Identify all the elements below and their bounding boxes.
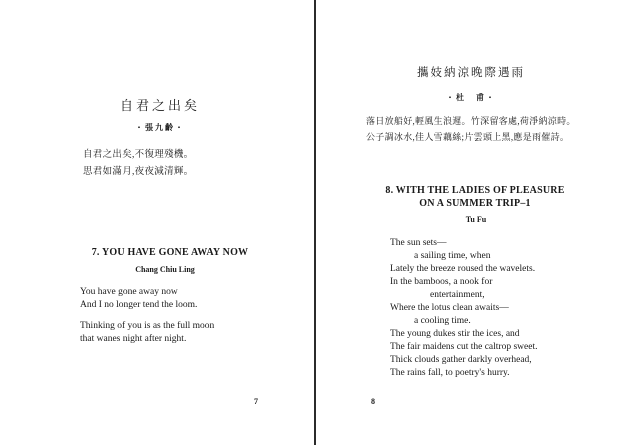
verse-line: a cooling time. [414, 316, 471, 326]
right-page [316, 0, 630, 445]
verse-line: a sailing time, when [414, 251, 491, 261]
verse-line: that wanes night after night. [80, 334, 187, 344]
verse-line: The young dukes stir the ices, and [390, 329, 520, 339]
page-number: 8 [371, 397, 375, 406]
poem-author: Tu Fu [465, 215, 487, 224]
cjk-poem-line: 落日放船好,輕風生浪遲。竹深留客處,荷淨納涼時。 [366, 116, 576, 126]
poem-author: Chang Chiu Ling [135, 265, 195, 274]
verse-line: You have gone away now [80, 287, 178, 297]
cjk-poem-author: ・杜 甫・ [446, 93, 496, 102]
verse-line: Thinking of you is as the full moon [80, 321, 215, 331]
verse-line: The sun sets— [390, 238, 447, 248]
page-number: 7 [254, 397, 258, 406]
cjk-poem-title: 自君之出矣 [119, 98, 200, 113]
verse-line: The fair maidens cut the caltrop sweet. [390, 342, 538, 352]
verse-line: The rains fall, to poetry's hurry. [390, 368, 510, 378]
verse-line: entertainment, [430, 290, 485, 300]
left-page [0, 0, 314, 445]
poem-title: 7. YOU HAVE GONE AWAY NOW [91, 247, 249, 258]
verse-line: In the bamboos, a nook for [390, 277, 493, 287]
poem-title-line2: ON A SUMMER TRIP–1 [419, 198, 531, 209]
verse-line: Thick clouds gather darkly overhead, [390, 355, 532, 365]
poem-title-line1: 8. WITH THE LADIES OF PLEASURE [385, 185, 565, 196]
cjk-poem-author: ・張九齡・ [135, 123, 185, 132]
verse-line: And I no longer tend the loom. [80, 300, 198, 310]
verse-line: Where the lotus clean awaits— [390, 303, 509, 313]
cjk-poem-line: 自君之出矣,不復理殘機。 [83, 150, 194, 160]
cjk-poem-line: 思君如滿月,夜夜減清輝。 [83, 167, 194, 177]
cjk-poem-line: 公子調冰水,佳人雪藕絲;片雲頭上黑,應是雨催詩。 [366, 132, 570, 142]
cjk-poem-title: 攜妓納涼晚際遇雨 [417, 67, 525, 79]
verse-line: Lately the breeze roused the wavelets. [390, 264, 536, 274]
